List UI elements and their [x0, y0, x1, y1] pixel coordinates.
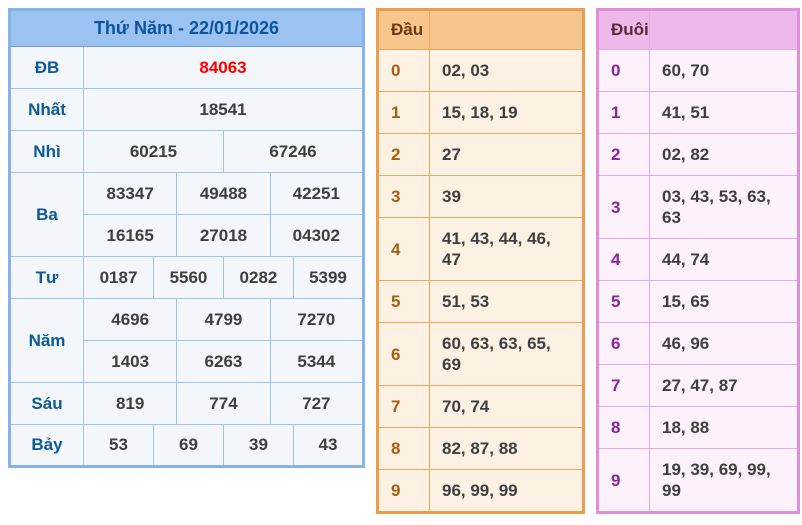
duoi-values: 41, 51 [650, 92, 799, 134]
prize-value: 727 [270, 383, 363, 425]
dau-digit: 4 [378, 218, 430, 281]
duoi-values: 18, 88 [650, 407, 799, 449]
dau-digit: 1 [378, 92, 430, 134]
dau-values: 02, 03 [430, 50, 584, 92]
prize-label: Năm [10, 299, 84, 383]
prize-value: 84063 [84, 47, 364, 89]
dau-values: 41, 43, 44, 46, 47 [430, 218, 584, 281]
dau-values: 82, 87, 88 [430, 428, 584, 470]
prize-value: 5344 [270, 341, 363, 383]
prize-value: 7270 [270, 299, 363, 341]
duoi-digit: 2 [598, 134, 650, 176]
duoi-digit: 4 [598, 239, 650, 281]
duoi-row [598, 281, 799, 323]
prize-value: 83347 [84, 173, 177, 215]
duoi-values: 27, 47, 87 [650, 365, 799, 407]
dau-row [378, 281, 584, 323]
duoi-row [598, 323, 799, 365]
duoi-table-body [598, 50, 799, 513]
dau-values: 60, 63, 63, 65, 69 [430, 323, 584, 386]
duoi-digit: 9 [598, 449, 650, 513]
prize-value: 49488 [177, 173, 270, 215]
duoi-row [598, 50, 799, 92]
dau-digit: 3 [378, 176, 430, 218]
prize-label: Sáu [10, 383, 84, 425]
dau-values: 70, 74 [430, 386, 584, 428]
dau-row [378, 218, 584, 281]
prize-value: 16165 [84, 215, 177, 257]
results-table-body [10, 47, 364, 467]
dau-values: 96, 99, 99 [430, 470, 584, 513]
duoi-row [598, 407, 799, 449]
prize-label: Nhì [10, 131, 84, 173]
duoi-digit: 6 [598, 323, 650, 365]
dau-row [378, 134, 584, 176]
prize-value: 04302 [270, 215, 363, 257]
duoi-values: 19, 39, 69, 99, 99 [650, 449, 799, 513]
duoi-values: 60, 70 [650, 50, 799, 92]
dau-values: 51, 53 [430, 281, 584, 323]
duoi-values: 03, 43, 53, 63, 63 [650, 176, 799, 239]
duoi-row [598, 92, 799, 134]
prize-value: 18541 [84, 89, 364, 131]
duoi-digit: 5 [598, 281, 650, 323]
duoi-values: 44, 74 [650, 239, 799, 281]
result-row [10, 47, 364, 89]
result-row [10, 131, 364, 173]
prize-value: 39 [223, 425, 293, 467]
dau-table [376, 8, 585, 514]
dau-values: 15, 18, 19 [430, 92, 584, 134]
dau-digit: 9 [378, 470, 430, 513]
prize-label: Tư [10, 257, 84, 299]
duoi-digit: 8 [598, 407, 650, 449]
dau-table-body [378, 50, 584, 513]
prize-label: Nhất [10, 89, 84, 131]
prize-value: 5560 [153, 257, 223, 299]
duoi-row [598, 365, 799, 407]
dau-digit: 8 [378, 428, 430, 470]
prize-value: 53 [84, 425, 154, 467]
dau-row [378, 176, 584, 218]
duoi-values: 15, 65 [650, 281, 799, 323]
prize-value: 27018 [177, 215, 270, 257]
dau-row [378, 323, 584, 386]
duoi-row [598, 134, 799, 176]
dau-digit: 0 [378, 50, 430, 92]
dau-digit: 5 [378, 281, 430, 323]
dau-row [378, 386, 584, 428]
result-row [10, 257, 364, 299]
duoi-values: 46, 96 [650, 323, 799, 365]
result-row [10, 383, 364, 425]
dau-row [378, 428, 584, 470]
duoi-table [596, 8, 800, 514]
results-date-title: Thứ Năm - 22/01/2026 [10, 10, 364, 47]
prize-value: 67246 [223, 131, 363, 173]
prize-value: 4799 [177, 299, 270, 341]
dau-digit: 7 [378, 386, 430, 428]
prize-value: 69 [153, 425, 223, 467]
duoi-row [598, 239, 799, 281]
dau-values: 39 [430, 176, 584, 218]
duoi-digit: 7 [598, 365, 650, 407]
result-row [10, 173, 364, 215]
results-table [8, 8, 365, 468]
duoi-digit: 0 [598, 50, 650, 92]
duoi-row [598, 449, 799, 513]
duoi-header-label: Đuôi [598, 10, 650, 50]
dau-header-label: Đầu [378, 10, 430, 50]
dau-row [378, 50, 584, 92]
prize-value: 60215 [84, 131, 224, 173]
duoi-row [598, 176, 799, 239]
duoi-header-row [598, 10, 799, 50]
dau-digit: 2 [378, 134, 430, 176]
prize-label: ĐB [10, 47, 84, 89]
prize-value: 42251 [270, 173, 363, 215]
prize-value: 4696 [84, 299, 177, 341]
duoi-digit: 1 [598, 92, 650, 134]
dau-row [378, 92, 584, 134]
prize-value: 774 [177, 383, 270, 425]
prize-label: Ba [10, 173, 84, 257]
results-title-row [10, 10, 364, 47]
result-row [10, 299, 364, 341]
prize-value: 6263 [177, 341, 270, 383]
prize-value: 1403 [84, 341, 177, 383]
prize-value: 43 [293, 425, 363, 467]
prize-value: 819 [84, 383, 177, 425]
prize-value: 5399 [293, 257, 363, 299]
dau-values: 27 [430, 134, 584, 176]
prize-value: 0187 [84, 257, 154, 299]
duoi-digit: 3 [598, 176, 650, 239]
duoi-header-spacer [650, 10, 799, 50]
result-row [10, 425, 364, 467]
result-row [10, 89, 364, 131]
dau-header-spacer [430, 10, 584, 50]
prize-label: Bảy [10, 425, 84, 467]
duoi-values: 02, 82 [650, 134, 799, 176]
prize-value: 0282 [223, 257, 293, 299]
dau-digit: 6 [378, 323, 430, 386]
dau-row [378, 470, 584, 513]
dau-header-row [378, 10, 584, 50]
